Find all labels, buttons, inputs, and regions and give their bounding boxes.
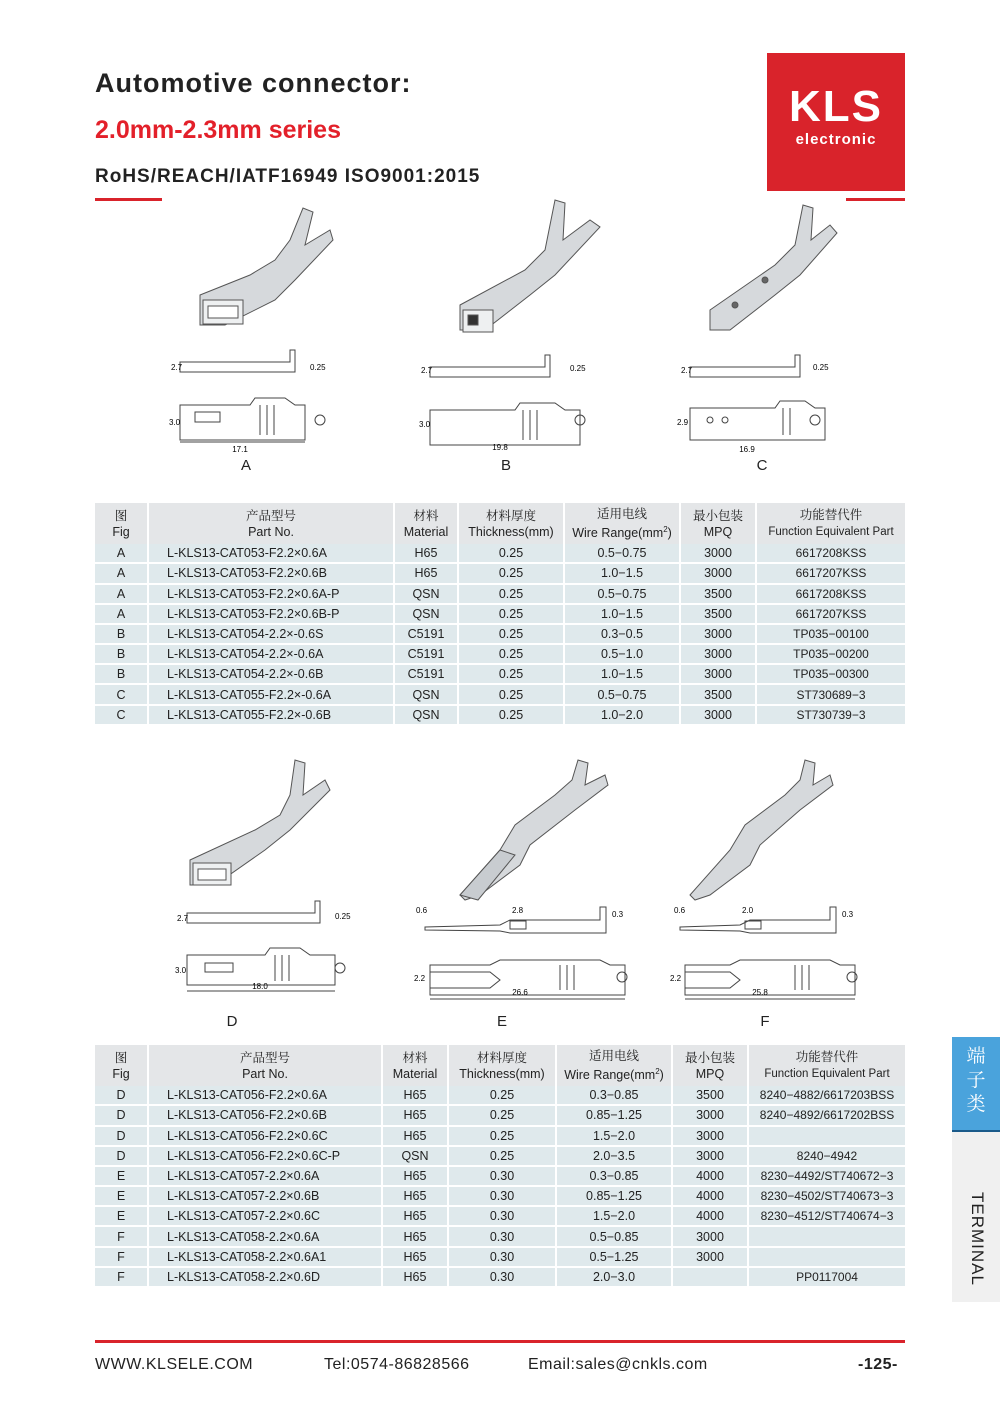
dim-f-thickness: 0.3 — [842, 910, 854, 919]
cell-thickness: 0.25 — [448, 1086, 556, 1105]
cell-wire-range: 1.0−1.5 — [564, 664, 680, 684]
cell-equivalent: PP0117004 — [748, 1267, 905, 1287]
th-mpq-cn: 最小包装 — [692, 508, 743, 523]
cell-wire-range: 2.0−3.0 — [556, 1267, 672, 1287]
table-row — [95, 1267, 905, 1287]
table-row — [95, 1086, 905, 1105]
th-mpq-cn: 最小包装 — [684, 1050, 735, 1065]
terminal-d-drawing — [155, 755, 395, 1010]
figure-a — [155, 200, 395, 455]
table-row — [95, 644, 905, 664]
cell-part-no: L-KLS13-CAT057-2.2×0.6C — [148, 1206, 382, 1226]
page-number: -125- — [858, 1356, 898, 1373]
cell-material: QSN — [394, 684, 458, 704]
figure-a-label: A — [240, 457, 251, 474]
cell-thickness: 0.30 — [448, 1267, 556, 1287]
cell-part-no: L-KLS13-CAT056-F2.2×0.6C-P — [148, 1146, 382, 1166]
spec-table-1-body — [95, 544, 905, 725]
table-row — [95, 1105, 905, 1125]
th-mpq-en: MPQ — [703, 524, 733, 539]
cell-wire-range: 0.5−1.25 — [556, 1247, 672, 1267]
side-tab-terminal-cn[interactable] — [952, 1037, 1000, 1132]
cell-part-no: L-KLS13-CAT056-F2.2×0.6A — [148, 1086, 382, 1105]
figure-e-label: E — [496, 1013, 507, 1030]
terminal-f-drawing — [660, 755, 900, 1010]
table-row — [95, 624, 905, 644]
cell-fig: F — [95, 1247, 148, 1267]
cell-wire-range: 2.0−3.5 — [556, 1146, 672, 1166]
th-thickness-cn: 材料厚度 — [476, 1050, 527, 1065]
dim-b-height: 2.7 — [421, 366, 433, 375]
table-row — [95, 544, 905, 563]
cell-part-no: L-KLS13-CAT058-2.2×0.6D — [148, 1267, 382, 1287]
dim-f-length: 25.8 — [752, 988, 768, 997]
cell-wire-range: 0.3−0.5 — [564, 624, 680, 644]
cell-thickness: 0.25 — [458, 584, 564, 604]
cell-equivalent: 8230−4502/ST740673−3 — [748, 1186, 905, 1206]
cell-material: H65 — [382, 1186, 448, 1206]
cell-thickness: 0.25 — [458, 644, 564, 664]
cell-equivalent: ST730689−3 — [756, 684, 905, 704]
cell-mpq: 3500 — [680, 684, 756, 704]
table-row — [95, 1247, 905, 1267]
dim-d-length: 18.0 — [252, 982, 268, 991]
cell-fig: B — [95, 624, 148, 644]
th-material-en: Material — [403, 524, 449, 539]
cell-thickness: 0.25 — [458, 544, 564, 563]
cell-mpq: 3000 — [680, 544, 756, 563]
cell-thickness: 0.30 — [448, 1166, 556, 1186]
cell-thickness: 0.25 — [458, 624, 564, 644]
table-row — [95, 664, 905, 684]
footer-website[interactable]: WWW.KLSELE.COM — [95, 1356, 254, 1373]
cell-wire-range: 0.85−1.25 — [556, 1186, 672, 1206]
cell-fig: D — [95, 1086, 148, 1105]
side-tab-terminal-en[interactable] — [952, 1132, 1000, 1302]
cell-thickness: 0.25 — [448, 1146, 556, 1166]
th-equiv-en: Function Equivalent Part — [768, 526, 894, 539]
figure-d-label: D — [226, 1013, 238, 1030]
cell-material: C5191 — [394, 624, 458, 644]
cell-thickness: 0.25 — [458, 604, 564, 624]
th-part-cn: 产品型号 — [245, 508, 296, 523]
cell-material: H65 — [382, 1226, 448, 1246]
cell-material: QSN — [394, 584, 458, 604]
footer-tel: Tel:0574-86828566 — [324, 1356, 470, 1373]
cell-wire-range: 1.0−1.5 — [564, 604, 680, 624]
cell-mpq — [672, 1267, 748, 1287]
cell-material: H65 — [382, 1247, 448, 1267]
dim-e-thickness: 0.3 — [612, 910, 624, 919]
cell-material: H65 — [382, 1166, 448, 1186]
cell-equivalent: 6617208KSS — [756, 584, 905, 604]
cell-thickness: 0.30 — [448, 1186, 556, 1206]
dim-c-width: 2.9 — [677, 418, 689, 427]
cell-material: QSN — [394, 705, 458, 725]
th-material-cn: 材料 — [402, 1050, 428, 1065]
certifications: RoHS/REACH/IATF16949 ISO9001:2015 — [95, 166, 481, 187]
kls-logo — [767, 53, 905, 191]
cell-material: H65 — [382, 1105, 448, 1125]
cell-equivalent: TP035−00300 — [756, 664, 905, 684]
th-fig-cn: 图 — [114, 1050, 128, 1065]
table-row — [95, 563, 905, 583]
dim-e-width: 2.2 — [414, 974, 426, 983]
cell-wire-range: 0.5−1.0 — [564, 644, 680, 664]
cell-wire-range: 1.0−1.5 — [564, 563, 680, 583]
cell-fig: D — [95, 1105, 148, 1125]
th-fig-en: Fig — [112, 524, 130, 539]
dim-f-pin: 0.6 — [674, 906, 686, 915]
figure-f-label: F — [760, 1013, 770, 1030]
th-wire-cn: 适用电线 — [588, 1049, 639, 1063]
table-row — [95, 584, 905, 604]
cell-mpq: 3500 — [680, 584, 756, 604]
cell-thickness: 0.25 — [448, 1105, 556, 1125]
cell-wire-range: 1.5−2.0 — [556, 1126, 672, 1146]
cell-mpq: 3000 — [680, 563, 756, 583]
figure-d — [155, 755, 395, 1010]
cell-wire-range: 0.5−0.75 — [564, 684, 680, 704]
cell-part-no: L-KLS13-CAT058-2.2×0.6A — [148, 1226, 382, 1246]
dim-f-height: 2.0 — [742, 906, 754, 915]
dim-a-width: 3.0 — [169, 418, 181, 427]
cell-thickness: 0.30 — [448, 1247, 556, 1267]
cell-mpq: 3000 — [672, 1247, 748, 1267]
page-title: Automotive connector: — [95, 68, 412, 98]
dim-b-thickness: 0.25 — [570, 364, 586, 373]
cell-fig: A — [95, 544, 148, 563]
cell-part-no: L-KLS13-CAT056-F2.2×0.6B — [148, 1105, 382, 1125]
cell-fig: E — [95, 1186, 148, 1206]
table-row — [95, 1146, 905, 1166]
cell-material: QSN — [382, 1146, 448, 1166]
cell-equivalent: ST730739−3 — [756, 705, 905, 725]
cell-equivalent: 8240−4942 — [748, 1146, 905, 1166]
terminal-a-drawing — [155, 200, 395, 455]
cell-mpq: 3000 — [672, 1146, 748, 1166]
cell-equivalent: 8230−4492/ST740672−3 — [748, 1166, 905, 1186]
logo-brand: KLS — [789, 82, 883, 131]
cell-equivalent — [748, 1226, 905, 1246]
cell-part-no: L-KLS13-CAT053-F2.2×0.6A-P — [148, 584, 394, 604]
dim-c-thickness: 0.25 — [813, 363, 829, 372]
cell-wire-range: 0.5−0.75 — [564, 584, 680, 604]
cell-mpq: 4000 — [672, 1166, 748, 1186]
table-row — [95, 1186, 905, 1206]
figure-c — [665, 200, 905, 455]
footer-email[interactable]: Email:sales@cnkls.com — [528, 1356, 708, 1373]
title-underline — [95, 198, 162, 201]
cell-fig: D — [95, 1146, 148, 1166]
figure-e — [400, 755, 640, 1010]
cell-material: C5191 — [394, 664, 458, 684]
dim-a-length: 17.1 — [232, 445, 248, 454]
cell-fig: B — [95, 644, 148, 664]
cell-material: H65 — [382, 1086, 448, 1105]
cell-part-no: L-KLS13-CAT057-2.2×0.6B — [148, 1186, 382, 1206]
dim-e-length: 26.6 — [512, 988, 528, 997]
cell-material: H65 — [394, 563, 458, 583]
table-row — [95, 604, 905, 624]
cell-fig: C — [95, 705, 148, 725]
th-wire-cn: 适用电线 — [596, 507, 647, 521]
cell-mpq: 3000 — [672, 1226, 748, 1246]
table-row — [95, 1206, 905, 1226]
cell-part-no: L-KLS13-CAT053-F2.2×0.6B — [148, 563, 394, 583]
cell-part-no: L-KLS13-CAT053-F2.2×0.6A — [148, 544, 394, 563]
cell-equivalent: 8240−4882/6617203BSS — [748, 1086, 905, 1105]
th-fig-en: Fig — [112, 1066, 130, 1081]
cell-equivalent — [748, 1247, 905, 1267]
cell-mpq: 3000 — [680, 705, 756, 725]
dim-d-height: 2.7 — [177, 914, 189, 923]
cell-thickness: 0.25 — [448, 1126, 556, 1146]
cell-fig: A — [95, 584, 148, 604]
cell-mpq: 3000 — [680, 644, 756, 664]
th-part-en: Part No. — [242, 1066, 288, 1081]
dim-f-width: 2.2 — [670, 974, 682, 983]
cell-mpq: 4000 — [672, 1186, 748, 1206]
table-row — [95, 1126, 905, 1146]
spec-table-2-body — [95, 1086, 905, 1287]
logo-sub: electronic — [795, 131, 877, 148]
cell-mpq: 3500 — [680, 604, 756, 624]
table-row — [95, 1226, 905, 1246]
cell-wire-range: 1.0−2.0 — [564, 705, 680, 725]
cell-fig: A — [95, 604, 148, 624]
cell-mpq: 3000 — [680, 624, 756, 644]
cell-material: H65 — [382, 1267, 448, 1287]
cell-wire-range: 0.5−0.75 — [564, 544, 680, 563]
cell-mpq: 4000 — [672, 1206, 748, 1226]
th-material-cn: 材料 — [413, 508, 439, 523]
cell-fig: D — [95, 1126, 148, 1146]
cell-mpq: 3000 — [680, 664, 756, 684]
cell-part-no: L-KLS13-CAT058-2.2×0.6A1 — [148, 1247, 382, 1267]
figure-b-label: B — [500, 457, 511, 474]
th-wire-en: Wire Range(mm — [564, 1068, 656, 1083]
dim-d-thickness: 0.25 — [335, 912, 351, 921]
dim-e-height: 2.8 — [512, 906, 524, 915]
dim-a-height: 2.7 — [171, 363, 183, 372]
th-wire-sup: 2 — [655, 1067, 660, 1076]
side-tab-en-text: TERMINAL — [968, 1192, 987, 1286]
figure-b — [405, 195, 645, 450]
table-header — [95, 503, 905, 544]
cell-part-no: L-KLS13-CAT055-F2.2×-0.6A — [148, 684, 394, 704]
cell-part-no: L-KLS13-CAT054-2.2×-0.6A — [148, 644, 394, 664]
spec-table-1 — [95, 503, 905, 726]
cell-equivalent: TP035−00200 — [756, 644, 905, 664]
th-thickness-cn: 材料厚度 — [485, 508, 536, 523]
cell-equivalent: 6617207KSS — [756, 604, 905, 624]
table-row — [95, 684, 905, 704]
cell-equivalent: 6617208KSS — [756, 544, 905, 563]
cell-material: QSN — [394, 604, 458, 624]
th-wire-close: ) — [667, 526, 672, 541]
dim-c-height: 2.7 — [681, 366, 693, 375]
th-wire-close: ) — [659, 1068, 664, 1083]
th-thickness-en: Thickness(mm) — [468, 524, 554, 539]
footer-rule — [95, 1340, 905, 1343]
table-row — [95, 705, 905, 725]
cell-material: H65 — [394, 544, 458, 563]
terminal-e-drawing — [400, 755, 640, 1010]
figure-f — [660, 755, 900, 1010]
cell-part-no: L-KLS13-CAT053-F2.2×0.6B-P — [148, 604, 394, 624]
cell-fig: F — [95, 1226, 148, 1246]
cell-thickness: 0.25 — [458, 684, 564, 704]
th-equiv-cn: 功能替代件 — [795, 1050, 859, 1065]
figure-c-label: C — [756, 457, 768, 474]
side-tab-cn-text: 端子类 — [966, 1046, 986, 1115]
cell-fig: B — [95, 664, 148, 684]
cell-material: C5191 — [394, 644, 458, 664]
th-mpq-en: MPQ — [695, 1066, 725, 1081]
dim-b-width: 3.0 — [419, 420, 431, 429]
cell-thickness: 0.25 — [458, 664, 564, 684]
cell-part-no: L-KLS13-CAT054-2.2×-0.6B — [148, 664, 394, 684]
cell-equivalent: TP035−00100 — [756, 624, 905, 644]
spec-table-2 — [95, 1045, 905, 1288]
th-thickness-en: Thickness(mm) — [459, 1066, 545, 1081]
th-part-en: Part No. — [248, 524, 294, 539]
cell-thickness: 0.25 — [458, 705, 564, 725]
cell-fig: C — [95, 684, 148, 704]
cell-fig: A — [95, 563, 148, 583]
cell-material: H65 — [382, 1126, 448, 1146]
cell-fig: E — [95, 1206, 148, 1226]
cell-wire-range: 1.5−2.0 — [556, 1206, 672, 1226]
th-material-en: Material — [392, 1066, 438, 1081]
th-part-cn: 产品型号 — [239, 1050, 290, 1065]
cell-equivalent — [748, 1126, 905, 1146]
table-row — [95, 1166, 905, 1186]
cell-part-no: L-KLS13-CAT057-2.2×0.6A — [148, 1166, 382, 1186]
th-equiv-cn: 功能替代件 — [799, 508, 863, 523]
cell-equivalent: 8240−4892/6617202BSS — [748, 1105, 905, 1125]
cell-thickness: 0.30 — [448, 1226, 556, 1246]
terminal-b-drawing — [405, 195, 645, 450]
dim-c-length: 16.9 — [739, 445, 755, 454]
dim-b-length: 19.8 — [492, 443, 508, 450]
cell-fig: E — [95, 1166, 148, 1186]
table-header — [95, 1045, 905, 1086]
th-wire-sup: 2 — [663, 525, 668, 534]
dim-d-width: 3.0 — [175, 966, 187, 975]
cell-thickness: 0.25 — [458, 563, 564, 583]
cell-part-no: L-KLS13-CAT054-2.2×-0.6S — [148, 624, 394, 644]
series-title: 2.0mm-2.3mm series — [95, 116, 341, 144]
cell-part-no: L-KLS13-CAT056-F2.2×0.6C — [148, 1126, 382, 1146]
cell-mpq: 3500 — [672, 1086, 748, 1105]
cell-wire-range: 0.85−1.25 — [556, 1105, 672, 1125]
cell-thickness: 0.30 — [448, 1206, 556, 1226]
dim-e-pin: 0.6 — [416, 906, 428, 915]
cell-wire-range: 0.5−0.85 — [556, 1226, 672, 1246]
cell-part-no: L-KLS13-CAT055-F2.2×-0.6B — [148, 705, 394, 725]
cell-mpq: 3000 — [672, 1126, 748, 1146]
dim-a-thickness: 0.25 — [310, 363, 326, 372]
cell-mpq: 3000 — [672, 1105, 748, 1125]
cell-wire-range: 0.3−0.85 — [556, 1166, 672, 1186]
th-equiv-en: Function Equivalent Part — [764, 1068, 890, 1081]
cell-equivalent: 6617207KSS — [756, 563, 905, 583]
cell-wire-range: 0.3−0.85 — [556, 1086, 672, 1105]
terminal-c-drawing — [665, 200, 905, 455]
cell-fig: F — [95, 1267, 148, 1287]
cell-material: H65 — [382, 1206, 448, 1226]
th-fig-cn: 图 — [114, 508, 128, 523]
th-wire-en: Wire Range(mm — [572, 526, 664, 541]
cell-equivalent: 8230−4512/ST740674−3 — [748, 1206, 905, 1226]
